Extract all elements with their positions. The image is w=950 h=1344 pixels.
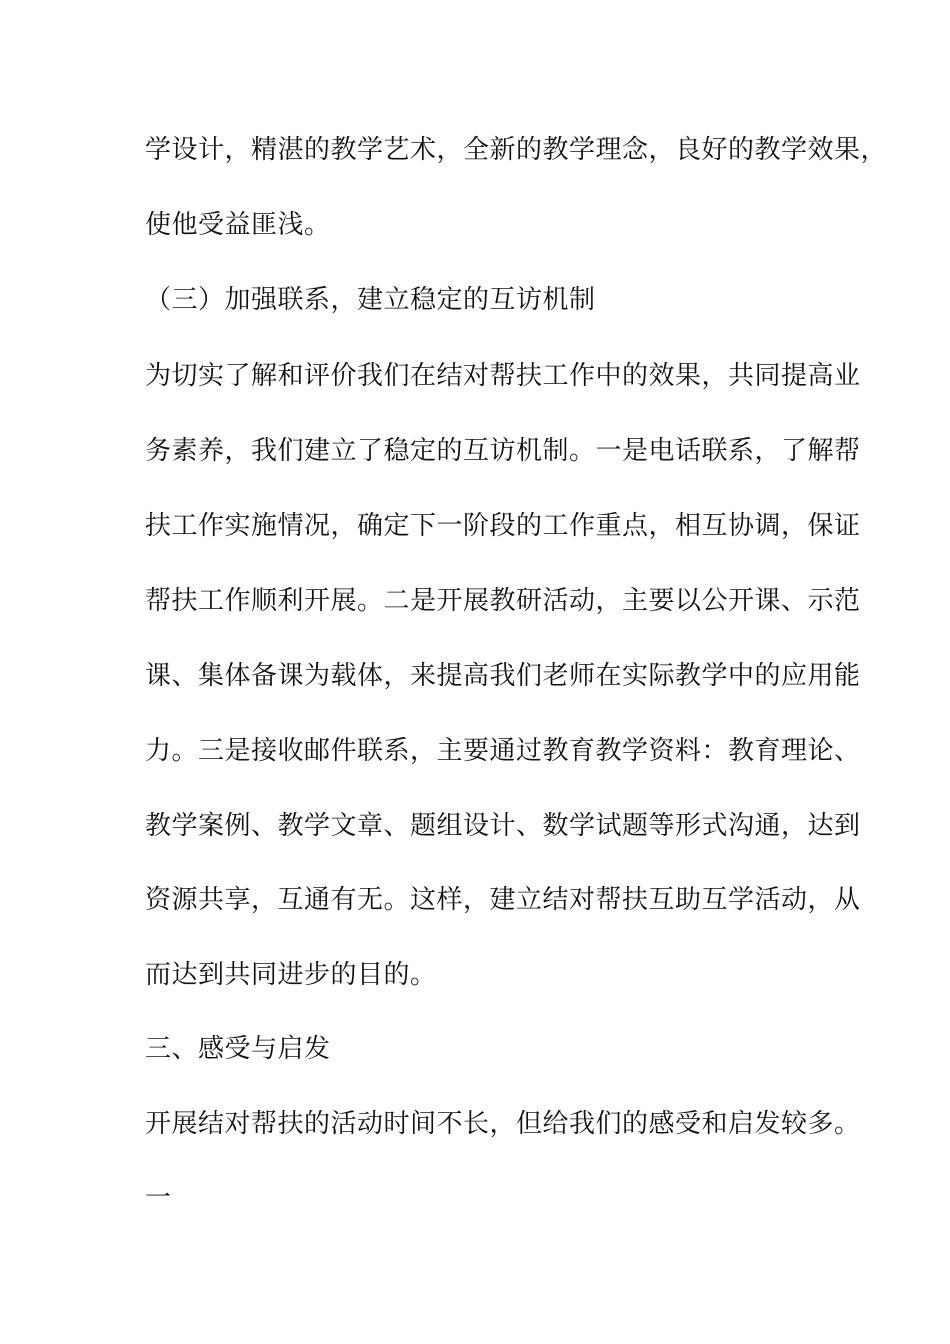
paragraph-line: 学设计，精湛的教学艺术，全新的教学理念，良好的教学效果， bbox=[145, 135, 888, 165]
paragraph-line: 资源共享，互通有无。这样，建立结对帮扶互助互学活动，从 bbox=[145, 885, 861, 915]
paragraph-line: 务素养，我们建立了稳定的互访机制。一是电话联系，了解帮 bbox=[145, 436, 861, 466]
paragraph-line: 而达到共同进步的目的。 bbox=[145, 960, 437, 990]
paragraph-line: 使他受益匪浅。 bbox=[145, 210, 331, 240]
paragraph-line: 课、集体备课为载体，来提高我们老师在实际教学中的应用能 bbox=[145, 661, 861, 691]
paragraph-line: 扶工作实施情况，确定下一阶段的工作重点，相互协调，保证 bbox=[145, 511, 861, 541]
paragraph-line: 帮扶工作顺利开展。二是开展教研活动，主要以公开课、示范 bbox=[145, 586, 861, 616]
paragraph-line: 为切实了解和评价我们在结对帮扶工作中的效果，共同提高业 bbox=[145, 361, 861, 391]
section-heading: 三、感受与启发 bbox=[145, 1034, 331, 1064]
paragraph-line: 开展结对帮扶的活动时间不长，但给我们的感受和启发较多。 bbox=[145, 1109, 861, 1139]
paragraph-line: 一 bbox=[145, 1183, 172, 1213]
section-heading: （三）加强联系，建立稳定的互访机制 bbox=[145, 285, 596, 315]
paragraph-line: 力。三是接收邮件联系，主要通过教育教学资料：教育理论、 bbox=[145, 736, 861, 766]
paragraph-line: 教学案例、教学文章、题组设计、数学试题等形式沟通，达到 bbox=[145, 811, 861, 841]
